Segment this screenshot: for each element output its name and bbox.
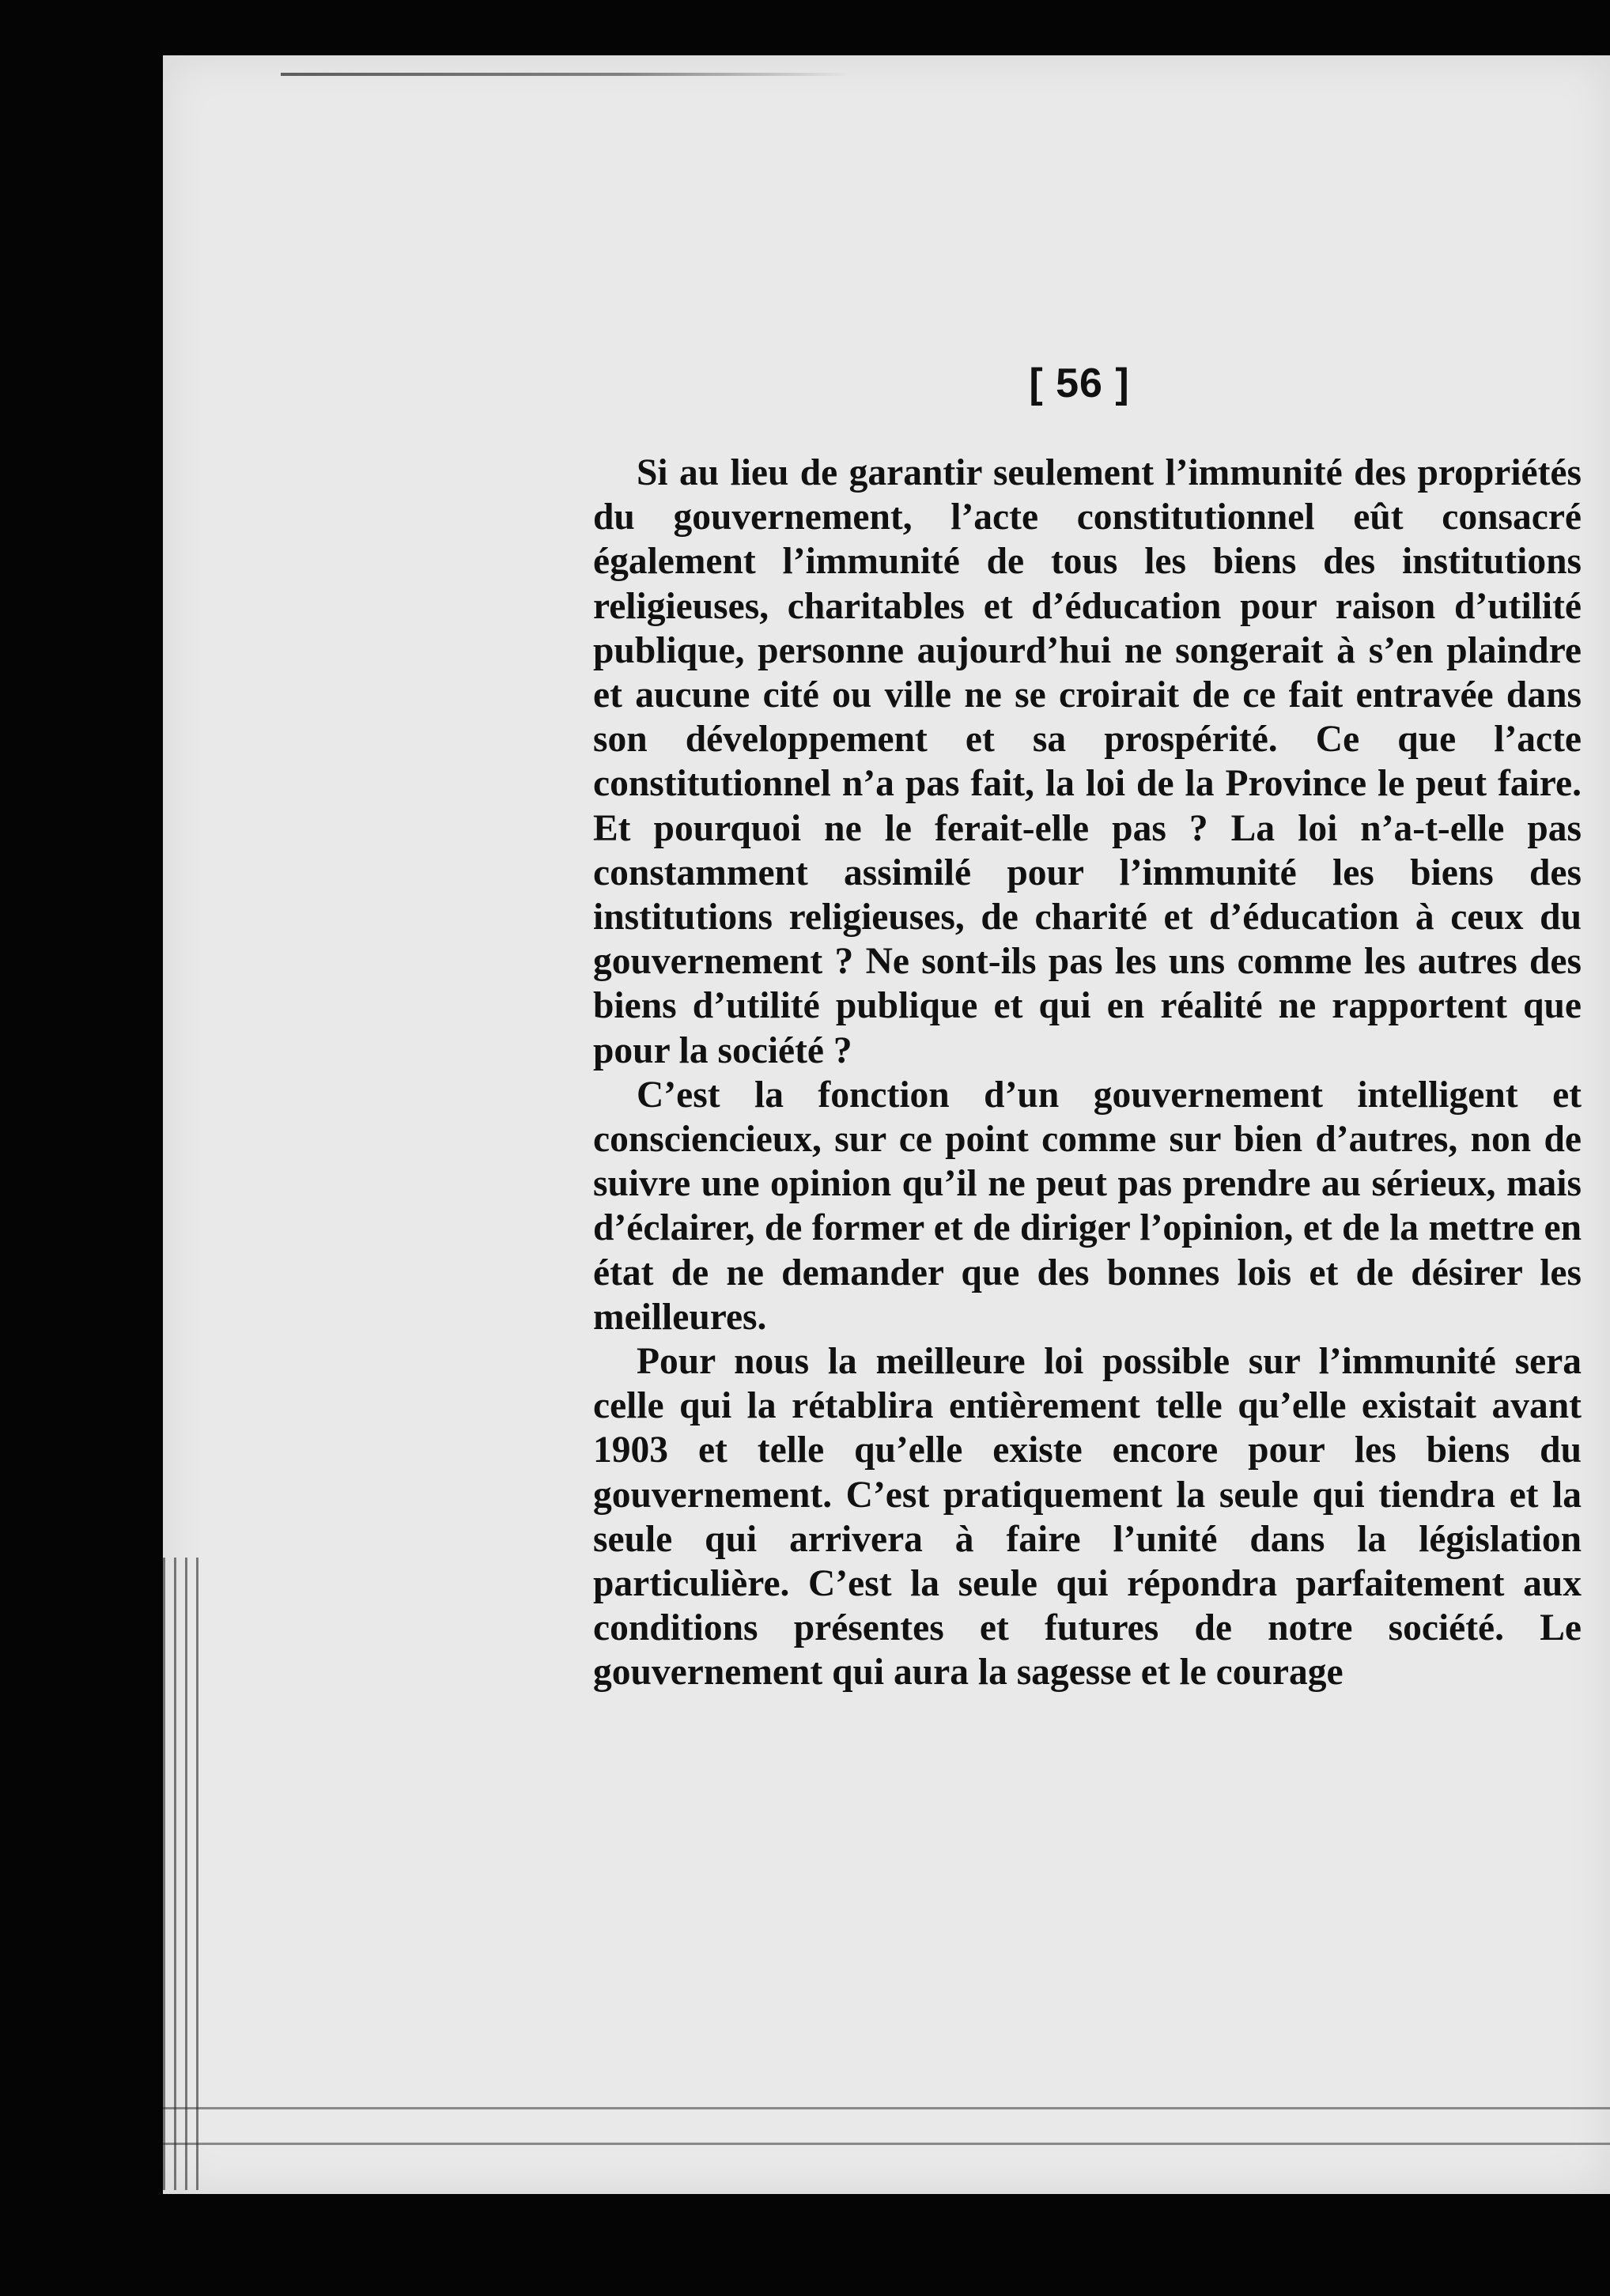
paragraph: Si au lieu de garantir seulement l’immunité des propriétés du gouvernement, l’acte constitutionnel eût consacré également l’immunité de tous les biens des institutions religieuses, charitables et d’éducation pour raison d’utilité publique, personne aujourd’hui ne songerait à s’en plaindre et aucune cité ou ville ne se croirait de ce fait entravée dans son développement et sa prospérité. Ce que l’acte constitutionnel n’a pas fait, la loi de la Province le peut faire. Et pourquoi ne le ferait-elle pas ? La loi n’a-t-elle pas constamment assimilé pour l’immunité les biens des institutions religieuses, de charité et d’éducation à ceux du gouvernement ? Ne sont-ils pas les uns comme les autres des biens d’utilité publique et qui en réalité ne rapportent que pour la société ?: [593, 452, 1582, 1071]
paragraph: C’est la fonction d’un gouvernement intelligent et consciencieux, sur ce point comme sur bien d’autres, non de suivre une opinion qu’il ne peut pas prendre au sérieux, mais d’éclairer, de former et de diriger l’opinion, et de la mettre en état de ne demander que des bonnes lois et de désirer les meilleures.: [593, 1074, 1582, 1338]
stacked-page-bottom-edge: [163, 2143, 1610, 2145]
stacked-page-bottom-edge: [163, 2107, 1610, 2109]
stacked-page-edge: [185, 1558, 187, 2190]
stacked-page-edge: [174, 1558, 176, 2190]
page-body-text: [593, 451, 1582, 1695]
paragraph: Pour nous la meilleure loi possible sur l’immunité sera celle qui la rétablira entièrement telle qu’elle existait avant 1903 et telle qu’elle existe encore pour les biens du gouvernement. C’est pratiquement la seule qui tiendra et la seule qui arrivera à faire l’unité dans la législation particulière. C’est la seule qui répondra parfaitement aux conditions présentes et futures de notre société. Le gouvernement qui aura la sagesse et le courage: [593, 1341, 1582, 1694]
stacked-page-edge: [196, 1558, 198, 2190]
page-number: [ 56 ]: [1029, 361, 1130, 406]
stacked-page-edge: [163, 1558, 165, 2190]
page-top-rule: [281, 73, 850, 76]
